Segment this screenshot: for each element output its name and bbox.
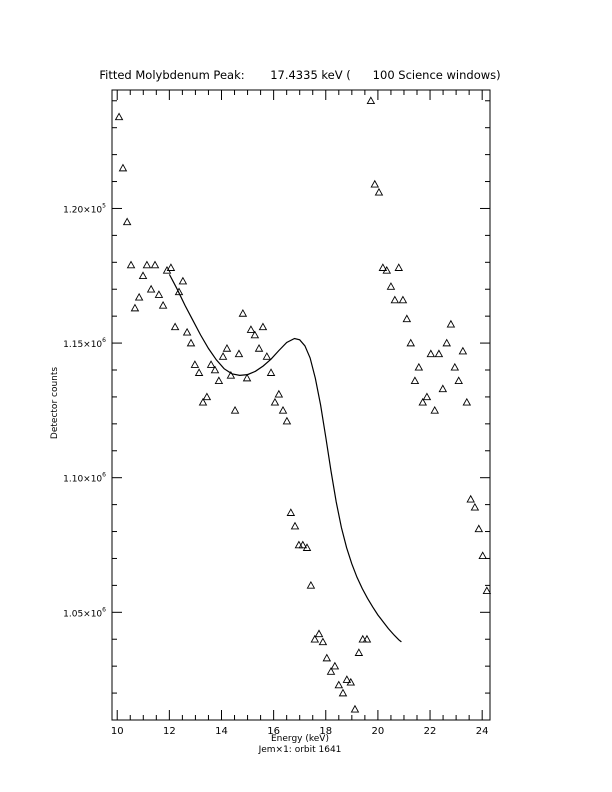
x-tick-label: 22 [423, 726, 437, 737]
data-point [235, 350, 242, 356]
fit-layer [169, 274, 401, 642]
data-point [463, 399, 470, 405]
data-point [471, 504, 478, 510]
data-point [191, 361, 198, 367]
data-point [172, 323, 179, 329]
data-point [271, 399, 278, 405]
y-tick-label: $1.05\times 10^6$ [63, 606, 106, 620]
data-point [407, 340, 414, 346]
data-point [179, 278, 186, 284]
data-point [435, 350, 442, 356]
x-tick-label: 14 [215, 726, 228, 737]
orbit-caption: Jem×1: orbit 1641 [258, 745, 342, 755]
chart-title: Fitted Molybdenum Peak: 17.4335 keV ( 100 Science windows) [99, 68, 501, 82]
data-point [128, 262, 135, 268]
data-point [208, 361, 215, 367]
data-point [155, 291, 162, 297]
data-point [455, 377, 462, 383]
data-point [131, 305, 138, 311]
y-axis [63, 101, 490, 720]
data-point [116, 113, 123, 119]
data-point [323, 655, 330, 661]
data-point [239, 310, 246, 316]
data-point [415, 364, 422, 370]
data-point [431, 407, 438, 413]
data-point [232, 407, 239, 413]
data-point [383, 267, 390, 273]
data-point [367, 97, 374, 103]
data-point [479, 552, 486, 558]
x-tick-label: 12 [162, 726, 176, 737]
data-point [451, 364, 458, 370]
y-axis-label: Detector counts [50, 366, 60, 440]
data-point [483, 587, 490, 593]
data-point [315, 630, 322, 636]
data-point [467, 496, 474, 502]
data-point [447, 321, 454, 327]
data-point [391, 297, 398, 303]
data-points [116, 97, 491, 712]
x-tick-label: 16 [267, 726, 280, 737]
data-point [119, 165, 126, 171]
data-point [164, 267, 171, 273]
data-point [268, 369, 275, 375]
data-point [140, 272, 147, 278]
data-point [143, 262, 150, 268]
data-point [244, 375, 251, 381]
data-point [395, 264, 402, 270]
data-point [411, 377, 418, 383]
data-point [475, 525, 482, 531]
data-point [215, 377, 222, 383]
data-point [399, 297, 406, 303]
y-tick-label: $1.20\times 10^5$ [63, 202, 106, 216]
x-tick-label: 10 [110, 726, 124, 737]
data-point [403, 315, 410, 321]
x-tick-label: 24 [475, 726, 489, 737]
fit-curve [169, 274, 401, 642]
data-point [355, 649, 362, 655]
data-point [187, 340, 194, 346]
data-point [375, 189, 382, 195]
data-point [203, 393, 210, 399]
data-point [259, 323, 266, 329]
data-point [339, 690, 346, 696]
plot-frame [112, 90, 490, 720]
data-point [256, 345, 263, 351]
data-point [263, 353, 270, 359]
data-point [283, 418, 290, 424]
data-point [371, 181, 378, 187]
data-point [292, 523, 299, 529]
data-point [351, 706, 358, 712]
data-point [196, 369, 203, 375]
data-point [287, 509, 294, 515]
data-point [423, 393, 430, 399]
data-point [124, 218, 131, 224]
y-tick-label: $1.10\times 10^6$ [63, 471, 106, 485]
data-point [152, 262, 159, 268]
data-point [319, 638, 326, 644]
x-axis-label: Energy (keV) [271, 734, 329, 744]
data-point [280, 407, 287, 413]
data-point [335, 682, 342, 688]
data-point [220, 353, 227, 359]
data-point [247, 326, 254, 332]
data-point [459, 348, 466, 354]
data-point [427, 350, 434, 356]
data-point [331, 663, 338, 669]
data-point [443, 340, 450, 346]
data-point [439, 385, 446, 391]
x-tick-label: 18 [319, 726, 333, 737]
data-point [347, 679, 354, 685]
data-point [184, 329, 191, 335]
data-point [387, 283, 394, 289]
data-point [223, 345, 230, 351]
data-point [160, 302, 167, 308]
data-point [148, 286, 155, 292]
y-tick-label: $1.15\times 10^6$ [63, 337, 106, 351]
data-point [275, 391, 282, 397]
x-tick-label: 20 [371, 726, 385, 737]
data-point [307, 582, 314, 588]
data-point [136, 294, 143, 300]
